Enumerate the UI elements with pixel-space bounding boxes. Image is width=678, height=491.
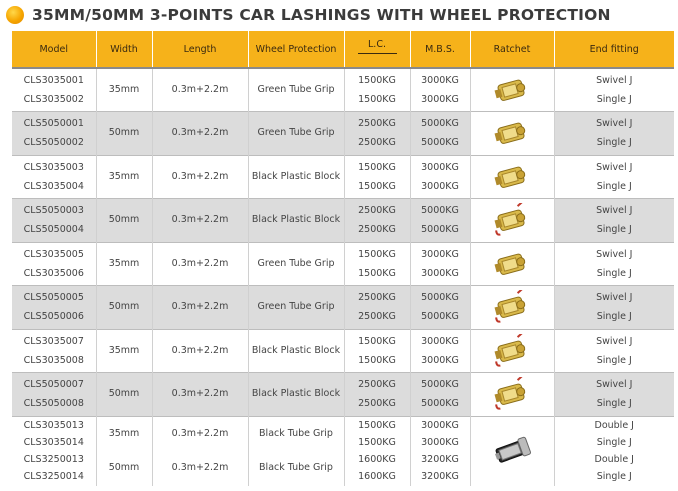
end-fitting-cell-line-1: Swivel J [596,379,633,391]
wheel-protection-cell: Black Plastic Block [248,199,344,243]
ratchet-cell [470,155,554,199]
title-bullet-icon [6,6,24,24]
header-lc-label: L.C. [368,38,386,50]
model-cell-line-1: CLS3035007 [23,335,84,347]
mbs-cell-line-1: 3000KG [421,248,459,260]
spec-table [12,31,674,486]
model-cell-line-1: CLS3035001 [23,75,84,86]
ratchet-image-icon [471,203,554,237]
lc-cell-line-2: 1500KG [358,94,396,105]
model-cell-line-2: CLS3035006 [23,267,84,279]
model-cell [12,68,96,112]
mbs-cell-line-1: 5000KG [421,292,459,304]
width-cell-line-1: 35mm [108,428,140,440]
table-row [12,373,674,417]
lc-cell-line-2: 1500KG [358,267,396,279]
mbs-cell-line-2: 3000KG [421,354,459,366]
lc-cell-line-2: 2500KG [358,224,396,236]
width-cell [96,416,152,486]
mbs-cell-line-2: 3000KG [421,94,459,105]
table-row [12,242,674,286]
mbs-cell-line-2: 5000KG [421,398,459,410]
table-row [12,329,674,373]
lc-cell-line-1: 2500KG [358,205,396,217]
ratchet-image-icon [471,73,554,107]
wheel-protection-cell: Black Plastic Block [248,155,344,199]
length-cell: 0.3m+2.2m [152,199,248,243]
model-cell-line-1: CLS3035003 [23,161,84,173]
lc-cell [344,242,410,286]
lc-cell-line-2: 2500KG [358,398,396,410]
lc-cell-line-1: 1500KG [358,420,396,432]
length-cell: 0.3m+2.2m [152,112,248,156]
end-fitting-cell [554,155,674,199]
model-cell-line-1: CLS5050007 [23,379,84,391]
header-ratchet: Ratchet [470,31,554,68]
mbs-cell-line-2: 5000KG [421,224,459,236]
table-row [12,155,674,199]
end-fitting-cell [554,199,674,243]
end-fitting-cell [554,112,674,156]
width-cell: 50mm [96,199,152,243]
mbs-cell [410,416,470,486]
lc-cell [344,416,410,486]
header-model: Model [12,31,96,68]
model-cell-line-2: CLS3035002 [23,94,84,105]
end-fitting-cell [554,286,674,330]
ratchet-cell [470,68,554,112]
ratchet-image-icon [471,334,554,368]
header-row [12,31,674,68]
mbs-cell [410,68,470,112]
length-cell: 0.3m+2.2m [152,373,248,417]
mbs-cell-line-2: 3000KG [421,180,459,192]
ratchet-cell [470,373,554,417]
mbs-cell [410,373,470,417]
lc-cell [344,199,410,243]
lc-cell-line-1: 1500KG [358,75,396,86]
model-cell [12,416,96,486]
model-cell [12,329,96,373]
wheel-protection-cell [248,416,344,486]
mbs-cell-line-4: 3200KG [421,471,459,483]
table-row [12,199,674,243]
end-fitting-cell-line-2: Single J [596,267,632,279]
end-fitting-cell-line-2: Single J [596,437,632,449]
width-cell: 35mm [96,68,152,112]
wheel-protection-cell: Black Plastic Block [248,373,344,417]
length-cell: 0.3m+2.2m [152,68,248,112]
ratchet-cell [470,329,554,373]
table-row [12,416,674,486]
model-cell-line-2: CLS3035004 [23,180,84,192]
header-width: Width [96,31,152,68]
end-fitting-cell [554,242,674,286]
length-cell-line-2: 0.3m+2.2m [171,462,229,474]
lc-cell-line-1: 1500KG [358,161,396,173]
ratchet-image-icon [471,160,554,194]
lc-cell-line-2: 2500KG [358,311,396,323]
mbs-cell-line-2: 3000KG [421,437,459,449]
lc-cell-line-2: 1500KG [358,354,396,366]
model-cell-line-2: CLS5050008 [23,398,84,410]
table-row [12,286,674,330]
lc-cell-line-1: 2500KG [358,292,396,304]
wheel-protection-cell: Green Tube Grip [248,286,344,330]
model-cell [12,373,96,417]
end-fitting-cell-line-1: Swivel J [596,161,633,173]
model-cell-line-1: CLS5050001 [23,118,84,130]
ratchet-image-icon [471,247,554,281]
ratchet-cell [470,286,554,330]
end-fitting-cell-line-1: Swivel J [596,75,633,86]
model-cell [12,242,96,286]
ratchet-image-icon [471,434,554,468]
wheel-protection-cell-line-2: Black Tube Grip [259,462,333,474]
end-fitting-cell [554,329,674,373]
length-cell-line-1: 0.3m+2.2m [171,428,229,440]
ratchet-cell [470,242,554,286]
lc-cell-line-2: 2500KG [358,137,396,149]
ratchet-image-icon [471,290,554,324]
ratchet-image-icon [471,377,554,411]
end-fitting-cell-line-1: Swivel J [596,118,633,130]
lc-cell-line-1: 2500KG [358,118,396,130]
model-cell-line-3: CLS3250013 [23,454,84,466]
header-mbs: M.B.S. [410,31,470,68]
model-cell-line-2: CLS5050002 [23,137,84,149]
mbs-cell-line-1: 3000KG [421,75,459,86]
model-cell-line-4: CLS3250014 [23,471,84,483]
lc-cell-line-2: 1500KG [358,437,396,449]
end-fitting-cell-line-1: Double J [594,420,634,432]
mbs-cell [410,286,470,330]
end-fitting-cell-line-2: Single J [596,311,632,323]
mbs-cell [410,329,470,373]
end-fitting-cell-line-2: Single J [596,224,632,236]
model-cell-line-2: CLS5050004 [23,224,84,236]
end-fitting-cell-line-1: Swivel J [596,292,633,304]
mbs-cell-line-2: 3000KG [421,267,459,279]
length-cell [152,416,248,486]
end-fitting-cell-line-3: Double J [594,454,634,466]
wheel-protection-cell: Black Plastic Block [248,329,344,373]
lc-cell [344,373,410,417]
lc-cell [344,112,410,156]
mbs-cell [410,199,470,243]
width-cell-line-2: 50mm [108,462,140,474]
page-title: 35MM/50MM 3-POINTS CAR LASHINGS WITH WHEEL PROTECTION [32,6,611,24]
table-row [12,112,674,156]
model-cell-line-1: CLS5050003 [23,205,84,217]
length-cell: 0.3m+2.2m [152,242,248,286]
lc-cell [344,68,410,112]
end-fitting-cell-line-2: Single J [596,137,632,149]
end-fitting-cell [554,68,674,112]
model-cell-line-2: CLS3035014 [23,437,84,449]
mbs-cell [410,155,470,199]
model-cell-line-1: CLS3035005 [23,248,84,260]
model-cell-line-1: CLS5050005 [23,292,84,304]
model-cell [12,199,96,243]
wheel-protection-cell: Green Tube Grip [248,112,344,156]
width-cell: 35mm [96,329,152,373]
header-end-fitting: End fitting [554,31,674,68]
length-cell: 0.3m+2.2m [152,329,248,373]
mbs-cell-line-1: 3000KG [421,420,459,432]
width-cell: 50mm [96,286,152,330]
lc-cell [344,155,410,199]
model-cell-line-1: CLS3035013 [23,420,84,432]
wheel-protection-cell: Green Tube Grip [248,68,344,112]
model-cell [12,112,96,156]
lc-cell-line-1: 2500KG [358,379,396,391]
model-cell [12,155,96,199]
lc-cell-line-2: 1500KG [358,180,396,192]
lc-cell-line-1: 1500KG [358,335,396,347]
ratchet-image-icon [471,116,554,150]
end-fitting-cell-line-1: Swivel J [596,205,633,217]
mbs-cell-line-2: 5000KG [421,311,459,323]
header-lc-underline [358,53,397,54]
title-bar [6,4,611,26]
length-cell: 0.3m+2.2m [152,155,248,199]
mbs-cell-line-1: 5000KG [421,205,459,217]
mbs-cell [410,112,470,156]
width-cell: 50mm [96,373,152,417]
end-fitting-cell [554,416,674,486]
width-cell: 50mm [96,112,152,156]
end-fitting-cell-line-2: Single J [596,180,632,192]
lc-cell [344,286,410,330]
ratchet-cell [470,199,554,243]
width-cell: 35mm [96,155,152,199]
end-fitting-cell-line-2: Single J [596,398,632,410]
end-fitting-cell-line-1: Swivel J [596,335,633,347]
mbs-cell-line-1: 3000KG [421,161,459,173]
mbs-cell [410,242,470,286]
ratchet-cell [470,416,554,486]
header-lc [344,31,410,68]
lc-cell-line-3: 1600KG [358,454,396,466]
end-fitting-cell-line-2: Single J [596,94,632,105]
mbs-cell-line-2: 5000KG [421,137,459,149]
header-wheel-protection: Wheel Protection [248,31,344,68]
model-cell-line-2: CLS3035008 [23,354,84,366]
wheel-protection-cell: Green Tube Grip [248,242,344,286]
model-cell [12,286,96,330]
mbs-cell-line-1: 5000KG [421,118,459,130]
model-cell-line-2: CLS5050006 [23,311,84,323]
wheel-protection-cell-line-1: Black Tube Grip [259,428,333,440]
end-fitting-cell-line-1: Swivel J [596,248,633,260]
mbs-cell-line-1: 5000KG [421,379,459,391]
end-fitting-cell [554,373,674,417]
mbs-cell-line-3: 3200KG [421,454,459,466]
mbs-cell-line-1: 3000KG [421,335,459,347]
lc-cell-line-1: 1500KG [358,248,396,260]
header-length: Length [152,31,248,68]
length-cell: 0.3m+2.2m [152,286,248,330]
end-fitting-cell-line-2: Single J [596,354,632,366]
table-row [12,68,674,112]
ratchet-cell [470,112,554,156]
end-fitting-cell-line-4: Single J [596,471,632,483]
lc-cell [344,329,410,373]
lc-cell-line-4: 1600KG [358,471,396,483]
width-cell: 35mm [96,242,152,286]
